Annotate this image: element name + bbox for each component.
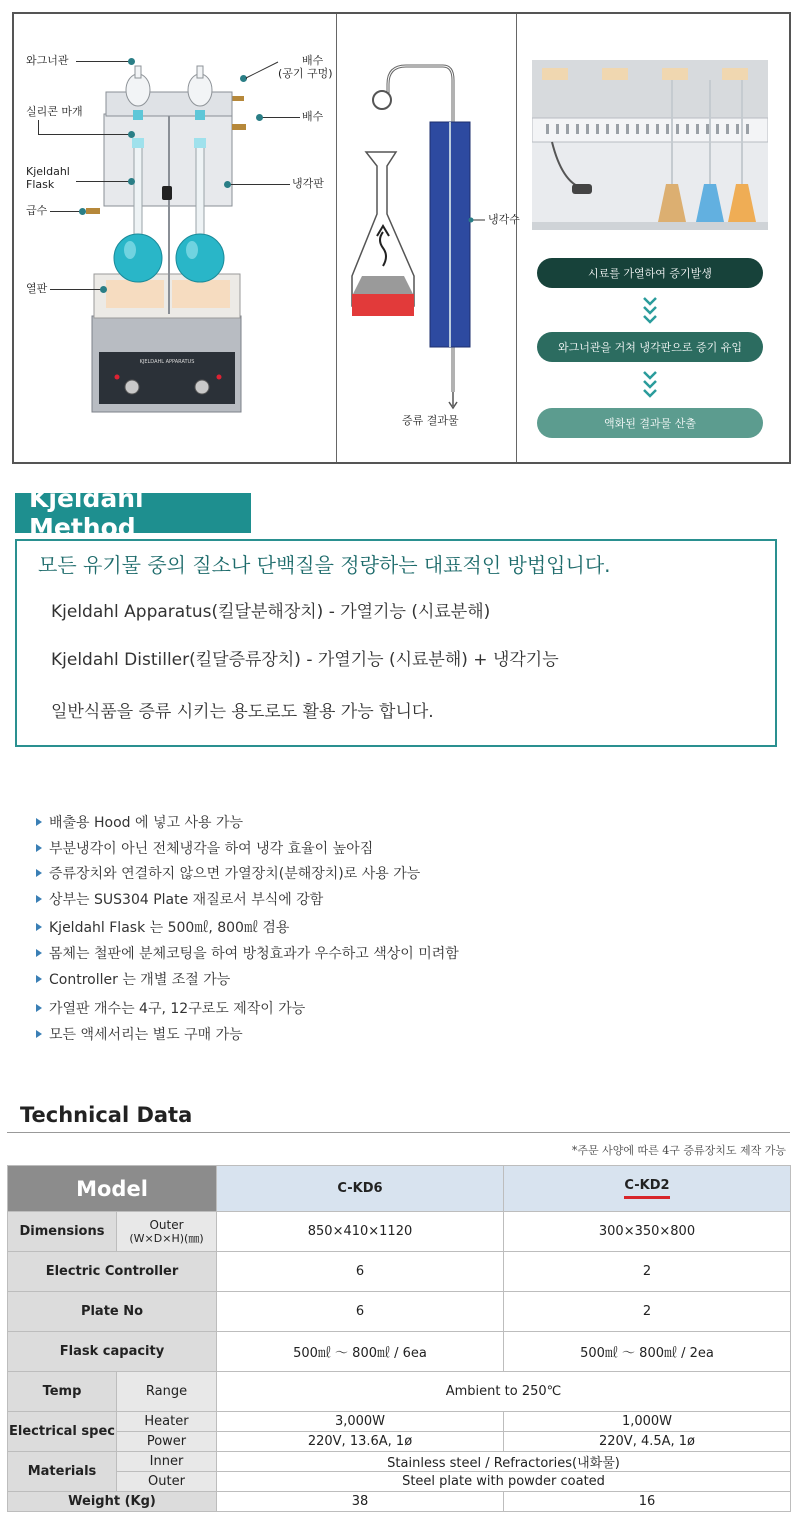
cell-heater-kd2: 1,000W [504,1412,791,1432]
leader-line [76,61,131,62]
section-title-technical: Technical Data [20,1103,193,1127]
distiller-photo [532,60,768,230]
spec-table [7,1165,791,1512]
list-item: 몸체는 철판에 분체코팅을 하여 방청효과가 우수하고 색상이 미려함 [36,943,459,963]
callout-dot [128,58,135,65]
column-divider [516,14,517,462]
process-step-3: 액화된 결과물 산출 [537,408,763,438]
row-sublabel-inner: Inner [117,1452,217,1472]
cell-materials-outer: Steel plate with powder coated [217,1472,791,1492]
leader-line [38,120,39,134]
label-drain-air-line1: 배수 [302,54,324,67]
row-sublabel-power: Power [117,1432,217,1452]
cell-power-kd2: 220V, 4.5A, 1ø [504,1432,791,1452]
chevron-down-icon [643,370,657,400]
label-flask-line1: Kjeldahl [26,165,70,178]
list-item: 부분냉각이 아닌 전체냉각을 하여 냉각 효율이 높아짐 [36,838,373,858]
leader-line [38,134,130,135]
cell-flask-kd6: 500㎖ ～ 800㎖ / 6ea [217,1332,504,1372]
bullet-triangle-icon [36,1004,42,1012]
bullet-triangle-icon [36,895,42,903]
callout-dot [128,131,135,138]
label-distillate: 증류 결과물 [402,414,459,427]
cell-plate-kd2: 2 [504,1292,791,1332]
model-header: Model [8,1166,217,1212]
row-label-controller: Electric Controller [8,1252,217,1292]
cell-power-kd6: 220V, 13.6A, 1ø [217,1432,504,1452]
bullet-triangle-icon [36,818,42,826]
cell-heater-kd6: 3,000W [217,1412,504,1432]
table-row [8,1332,791,1372]
callout-dot [100,286,107,293]
row-label-dimensions: Dimensions [8,1212,117,1252]
row-label-electrical: Electrical spec [8,1412,117,1452]
bullet-triangle-icon [36,949,42,957]
leader-line-diagonal [244,60,280,80]
cell-weight-kd2: 16 [504,1492,791,1512]
figure-panel [12,12,791,464]
section-title-method: Kjeldahl Method [15,493,251,533]
leader-line [76,181,131,182]
table-row [8,1372,791,1412]
process-step-2: 와그너관을 거쳐 냉각판으로 증기 유입 [537,332,763,362]
label-silicone-stopper: 실리콘 마개 [26,105,83,118]
table-row [8,1252,791,1292]
table-row [8,1432,791,1452]
cell-controller-kd2: 2 [504,1252,791,1292]
callout-dot [224,181,231,188]
chevron-down-icon [643,296,657,326]
row-label-plate: Plate No [8,1292,217,1332]
row-sublabel-heater: Heater [117,1412,217,1432]
label-heating-plate: 열판 [26,282,48,295]
method-description-box [15,539,777,747]
bullet-triangle-icon [36,923,42,931]
callout-dot [128,178,135,185]
leader-line [50,211,82,212]
cell-temp-range: Ambient to 250℃ [217,1372,791,1412]
list-item: 배출용 Hood 에 넣고 사용 가능 [36,812,243,832]
row-sublabel-outer-material: Outer [117,1472,217,1492]
method-lead: 모든 유기물 중의 질소나 단백질을 정량하는 대표적인 방법입니다. [38,553,611,577]
cell-plate-kd6: 6 [217,1292,504,1332]
panel-label: KJELDAHL APPARATUS [139,359,195,365]
list-item: 가열판 개수는 4구, 12구로도 제작이 가능 [36,998,305,1018]
row-label-flask: Flask capacity [8,1332,217,1372]
model-c-kd2-label: C-KD2 [624,1178,669,1199]
list-item: Controller 는 개별 조절 가능 [36,969,230,989]
method-line-distiller: Kjeldahl Distiller(킬달증류장치) - 가열기능 (시료분해) + 냉각기능 [51,650,559,670]
divider [7,1132,790,1133]
list-item: 모든 액세서리는 별도 구매 가능 [36,1024,243,1044]
table-row [8,1292,791,1332]
table-row [8,1452,791,1472]
process-step-1: 시료를 가열하여 증기발생 [537,258,763,288]
label-wagner-tube: 와그너관 [26,54,69,67]
kjeldahl-apparatus-illustration [14,14,336,466]
list-item: Kjeldahl Flask 는 500㎖, 800㎖ 겸용 [36,917,289,937]
row-sublabel-range: Range [117,1372,217,1412]
row-label-materials: Materials [8,1452,117,1492]
label-flask-line2: Flask [26,178,55,191]
list-item: 증류장치와 연결하지 않으면 가열장치(분해장치)로 사용 가능 [36,863,420,883]
bullet-triangle-icon [36,975,42,983]
row-sublabel-outer: Outer (W×D×H)(㎜) [117,1212,217,1252]
distiller-schematic [337,14,516,466]
label-water-in: 급수 [26,204,48,217]
list-item: 상부는 SUS304 Plate 재질로서 부식에 강함 [36,889,323,909]
leader-line [260,117,300,118]
leader-line [228,184,290,185]
label-drain-air-line2: (공기 구멍) [278,67,333,80]
cell-flask-kd2: 500㎖ ～ 800㎖ / 2ea [504,1332,791,1372]
cell-materials-inner: Stainless steel / Refractories(내화물) [217,1452,791,1472]
bullet-triangle-icon [36,1030,42,1038]
cell-dimensions-kd2: 300×350×800 [504,1212,791,1252]
callout-dot [256,114,263,121]
label-cooling-plate: 냉각판 [292,177,324,190]
table-row [8,1166,791,1212]
row-label-weight: Weight (Kg) [8,1492,217,1512]
label-cooling-water: 냉각수 [488,213,520,226]
cell-controller-kd6: 6 [217,1252,504,1292]
bullet-triangle-icon [36,844,42,852]
leader-line [50,289,102,290]
table-row [8,1492,791,1512]
table-row [8,1412,791,1432]
cell-dimensions-kd6: 850×410×1120 [217,1212,504,1252]
table-row [8,1212,791,1252]
model-c-kd2 [504,1166,791,1212]
method-line-apparatus: Kjeldahl Apparatus(킬달분해장치) - 가열기능 (시료분해) [51,602,491,622]
model-c-kd6: C-KD6 [217,1166,504,1212]
table-row [8,1472,791,1492]
label-drain: 배수 [302,110,324,123]
row-label-temp: Temp [8,1372,117,1412]
callout-dot [79,208,86,215]
cell-weight-kd6: 38 [217,1492,504,1512]
bullet-triangle-icon [36,869,42,877]
method-line-food: 일반식품을 증류 시키는 용도로도 활용 가능 합니다. [51,702,434,722]
order-note: *주문 사양에 따른 4구 증류장치도 제작 가능 [571,1144,786,1157]
